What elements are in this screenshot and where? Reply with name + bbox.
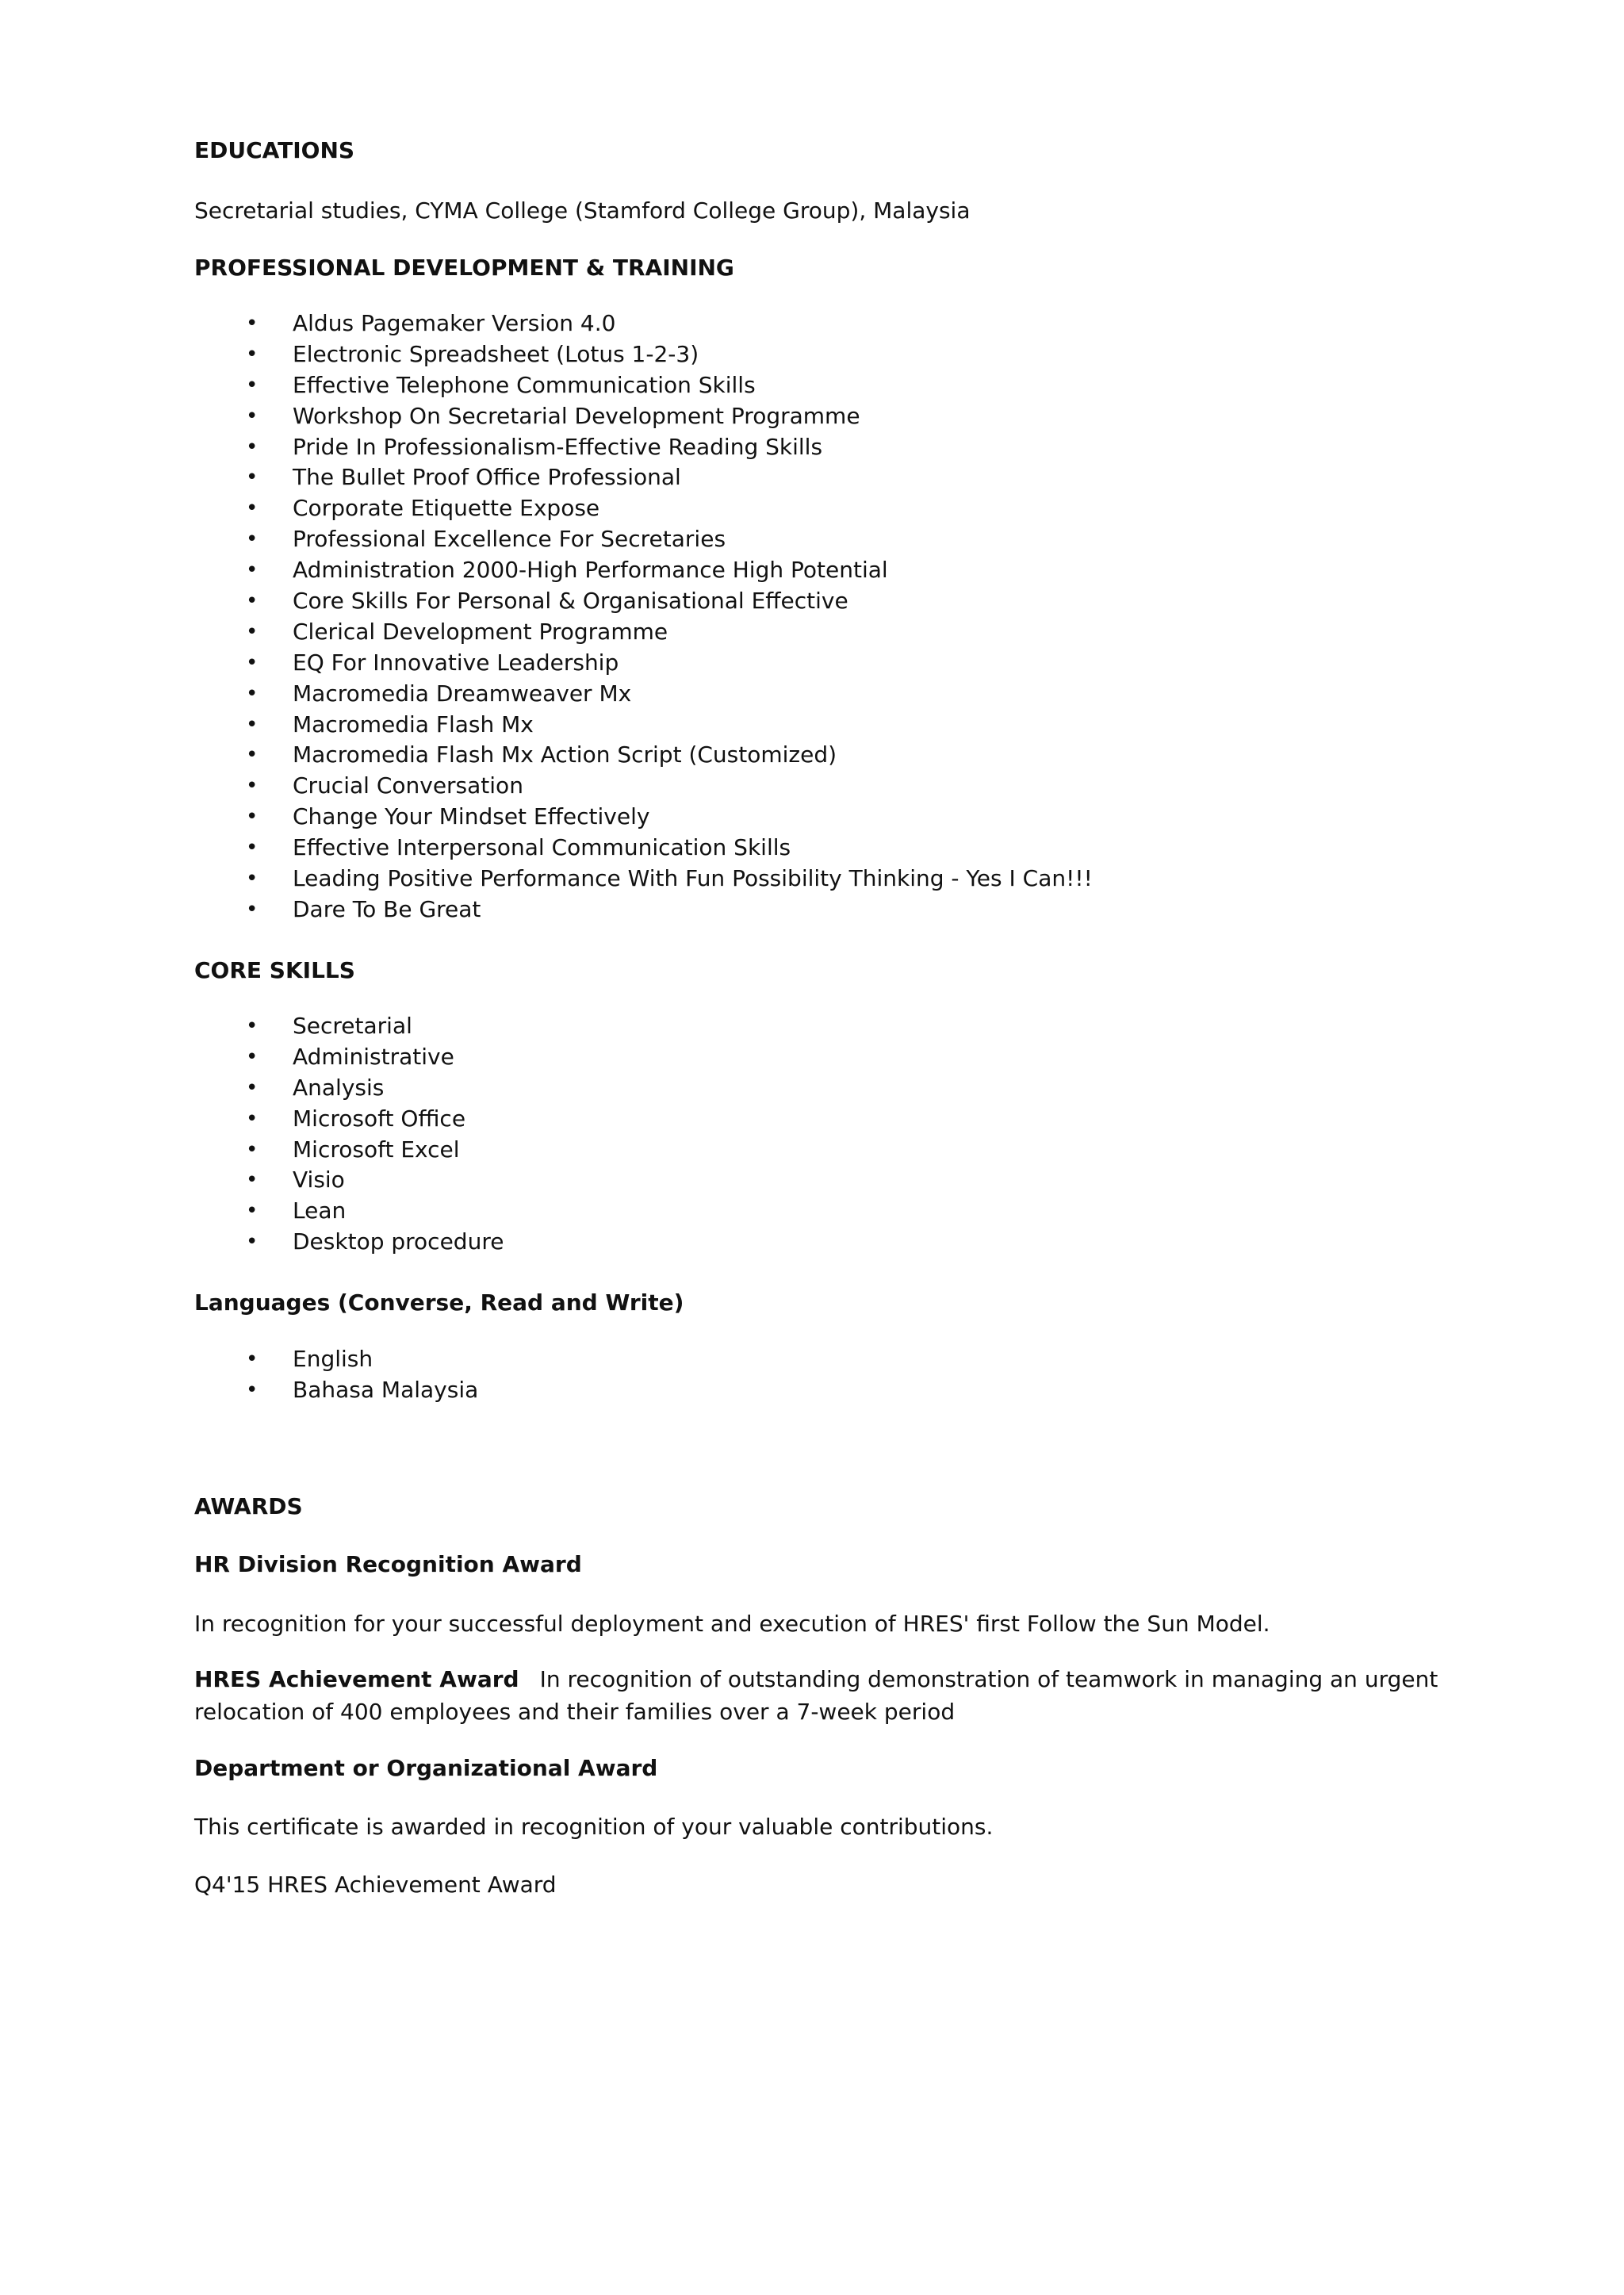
languages-heading: Languages (Converse, Read and Write) [194, 1289, 684, 1316]
bullet-icon: • [246, 404, 259, 428]
bullet-icon: • [246, 743, 259, 768]
core-skill-item-text: Microsoft Excel [293, 1136, 460, 1163]
training-item-text: Corporate Etiquette Expose [293, 495, 600, 522]
bullet-icon: • [246, 466, 259, 490]
core-skill-item-text: Analysis [293, 1074, 385, 1101]
bullet-icon: • [246, 1044, 259, 1069]
training-item-text: Clerical Development Programme [293, 618, 668, 645]
bullet-icon: • [246, 867, 259, 891]
training-item-text: Dare To Be Great [293, 895, 481, 922]
training-item-text: EQ For Innovative Leadership [293, 649, 619, 676]
training-item-text: Macromedia Dreamweaver Mx [293, 680, 632, 707]
bullet-icon: • [246, 774, 259, 799]
core-skill-item-text: Desktop procedure [293, 1228, 504, 1255]
bullet-icon: • [246, 1106, 259, 1131]
training-item-text: Aldus Pagemaker Version 4.0 [293, 310, 616, 336]
bullet-icon: • [246, 435, 259, 459]
hres-achievement-award [194, 1665, 1438, 1694]
bullet-icon: • [246, 897, 259, 921]
training-item-text: Macromedia Flash Mx Action Script (Customized) [293, 741, 837, 768]
bullet-icon: • [246, 1168, 259, 1193]
hr-division-award-title: HR Division Recognition Award [194, 1551, 582, 1577]
core-skill-item-text: Administrative [293, 1043, 454, 1070]
training-item-text: Macromedia Flash Mx [293, 711, 534, 738]
core-skill-item-text: Secretarial [293, 1013, 412, 1039]
bullet-icon: • [246, 805, 259, 829]
educations-heading: EDUCATIONS [194, 137, 355, 163]
training-item-text: Core Skills For Personal & Organisational Effective [293, 588, 848, 615]
bullet-icon: • [246, 1075, 259, 1100]
bullet-icon: • [246, 1137, 259, 1162]
core-skills-heading: CORE SKILLS [194, 957, 355, 983]
bullet-icon: • [246, 558, 259, 583]
bullet-icon: • [246, 312, 259, 335]
training-item-text: Electronic Spreadsheet (Lotus 1-2-3) [293, 340, 699, 367]
training-item-text: Effective Interpersonal Communication Skills [293, 834, 791, 861]
training-item-text: Change Your Mindset Effectively [293, 803, 650, 830]
training-item-text: Crucial Conversation [293, 772, 523, 799]
bullet-icon: • [246, 1014, 259, 1038]
core-skill-item-text: Visio [293, 1167, 345, 1193]
awards-heading: AWARDS [194, 1493, 303, 1519]
bullet-icon: • [246, 650, 259, 675]
training-item-text: Workshop On Secretarial Development Programme [293, 402, 860, 429]
language-item-text: English [293, 1346, 373, 1372]
hres-achievement-award-text-line2: relocation of 400 employees and their families over a 7-week period [194, 1699, 956, 1725]
bullet-icon: • [246, 619, 259, 644]
training-item-text: Effective Telephone Communication Skills [293, 371, 756, 398]
hres-achievement-award-title: HRES Achievement Award [194, 1666, 519, 1692]
bullet-icon: • [246, 373, 259, 397]
bullet-icon: • [246, 1199, 259, 1224]
hr-division-award-text: In recognition for your successful deployment and execution of HRES' first Follow the Sun Model. [194, 1611, 1270, 1637]
bullet-icon: • [246, 527, 259, 552]
hres-achievement-award-text-line1: In recognition of outstanding demonstration of teamwork in managing an urgent [539, 1666, 1438, 1692]
department-award-title: Department or Organizational Award [194, 1755, 658, 1781]
training-item-text: The Bullet Proof Office Professional [293, 464, 681, 491]
core-skill-item-text: Lean [293, 1197, 347, 1224]
training-item-text: Administration 2000-High Performance High Potential [293, 557, 888, 584]
department-award-text: This certificate is awarded in recognition of your valuable contributions. [194, 1814, 994, 1840]
language-item-text: Bahasa Malaysia [293, 1376, 479, 1403]
bullet-icon: • [246, 342, 259, 366]
education-entry: Secretarial studies, CYMA College (Stamford College Group), Malaysia [194, 197, 971, 224]
training-item-text: Professional Excellence For Secretaries [293, 526, 726, 553]
q4-hres-achievement-award: Q4'15 HRES Achievement Award [194, 1872, 557, 1898]
bullet-icon: • [246, 1347, 259, 1371]
bullet-icon: • [246, 712, 259, 737]
bullet-icon: • [246, 1230, 259, 1255]
core-skill-item-text: Microsoft Office [293, 1105, 466, 1132]
training-item-text: Leading Positive Performance With Fun Possibility Thinking - Yes I Can!!! [293, 865, 1093, 892]
bullet-icon: • [246, 836, 259, 860]
training-item-text: Pride In Professionalism-Effective Reading Skills [293, 433, 823, 460]
bullet-icon: • [246, 1377, 259, 1402]
bullet-icon: • [246, 496, 259, 521]
bullet-icon: • [246, 681, 259, 706]
training-heading: PROFESSIONAL DEVELOPMENT & TRAINING [194, 255, 734, 281]
bullet-icon: • [246, 589, 259, 614]
